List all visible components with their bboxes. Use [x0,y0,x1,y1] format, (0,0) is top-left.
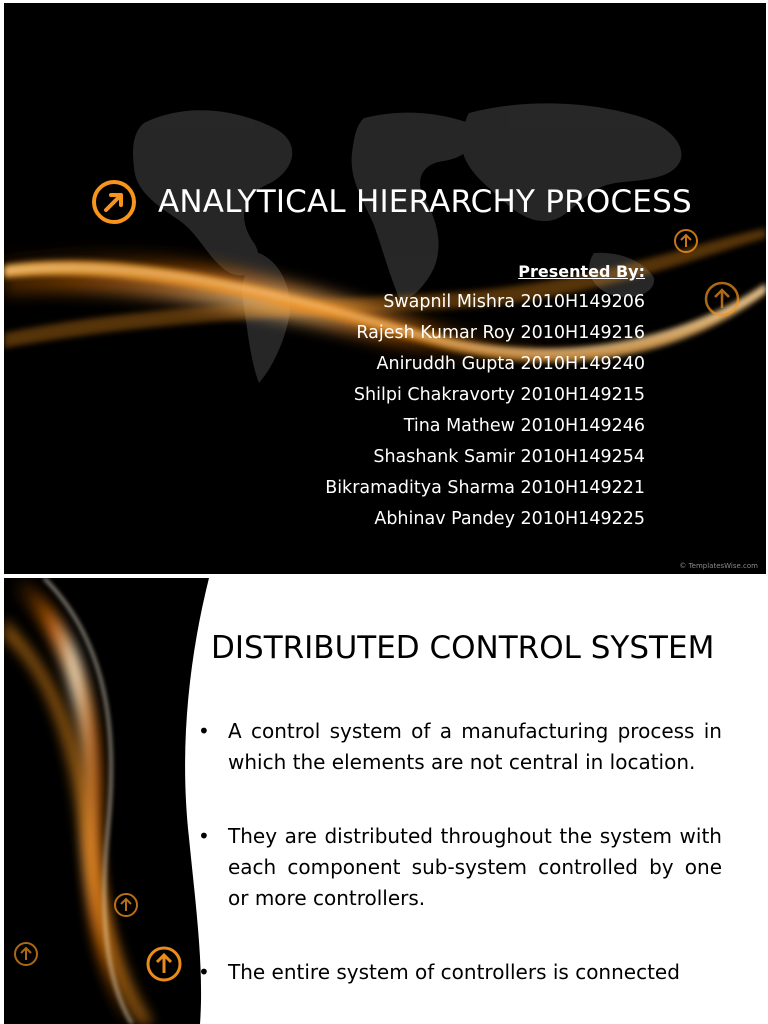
slide-1-title: ANALYTICAL HIERARCHY PROCESS [158,184,692,220]
bullet-text: The entire system of controllers is connected [228,960,680,984]
bullet-item [198,957,722,988]
presenter-name: Shilpi Chakravorty 2010H149215 [353,385,645,405]
presenters-list [325,257,645,535]
presenter-name: Shashank Samir 2010H149254 [373,447,645,467]
bullet-marker: • [198,960,210,984]
bullet-list [198,716,722,1024]
presenter-name: Bikramaditya Sharma 2010H149221 [325,478,645,498]
watermark: © TemplatesWise.com [679,562,758,570]
presenter-name: Aniruddh Gupta 2010H149240 [376,354,645,374]
arrow-circle-icon [90,178,138,226]
bullet-item [198,716,722,778]
bullet-text: They are distributed throughout the system with each component sub-system controlled by one or more controllers. [228,824,722,910]
presenter-name: Swapnil Mishra 2010H149206 [383,292,645,312]
bullet-text: A control system of a manufacturing process in which the elements are not central in location. [228,719,722,774]
slide-1 [4,3,766,574]
presented-by-label: Presented By: [518,262,645,281]
bullet-marker: • [198,719,210,743]
slide-1-title-row [90,175,692,229]
bullet-marker: • [198,824,210,848]
bullet-item [198,821,722,914]
slide-2 [4,578,766,1024]
presenter-name: Abhinav Pandey 2010H149225 [374,509,645,529]
presenter-name: Tina Mathew 2010H149246 [403,416,645,436]
presenter-name: Rajesh Kumar Roy 2010H149216 [356,323,645,343]
slide-2-title: DISTRIBUTED CONTROL SYSTEM [211,630,715,666]
